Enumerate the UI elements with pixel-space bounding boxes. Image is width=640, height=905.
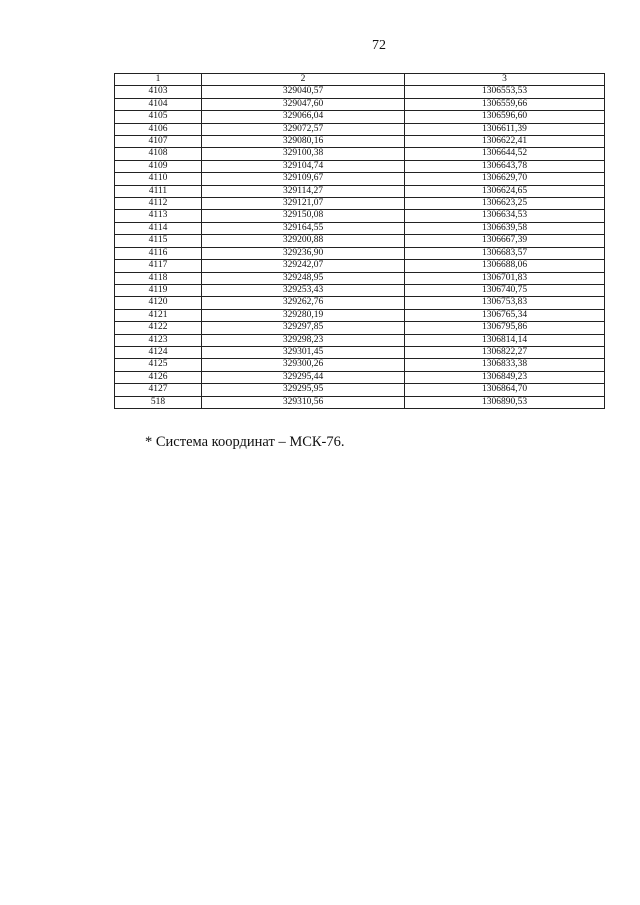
point-number-cell: 4112: [115, 198, 202, 210]
x-coordinate-cell: 329248,95: [202, 272, 405, 284]
y-coordinate-cell: 1306667,39: [405, 235, 605, 247]
table-row: [115, 185, 605, 197]
table-row: [115, 98, 605, 110]
table-row: [115, 272, 605, 284]
table-row: [115, 222, 605, 234]
x-coordinate-cell: 329150,08: [202, 210, 405, 222]
table-row: [115, 371, 605, 383]
point-number-cell: 4116: [115, 247, 202, 259]
x-coordinate-cell: 329297,85: [202, 322, 405, 334]
point-number-cell: 4117: [115, 260, 202, 272]
y-coordinate-cell: 1306643,78: [405, 160, 605, 172]
table-row: [115, 160, 605, 172]
y-coordinate-cell: 1306596,60: [405, 111, 605, 123]
y-coordinate-cell: 1306634,53: [405, 210, 605, 222]
y-coordinate-cell: 1306864,70: [405, 384, 605, 396]
column-header-y: 3: [405, 74, 605, 86]
table-row: [115, 86, 605, 98]
y-coordinate-cell: 1306622,41: [405, 136, 605, 148]
page-number: 72: [372, 38, 386, 53]
x-coordinate-cell: 329298,23: [202, 334, 405, 346]
x-coordinate-cell: 329253,43: [202, 284, 405, 296]
point-number-cell: 4122: [115, 322, 202, 334]
x-coordinate-cell: 329080,16: [202, 136, 405, 148]
table-row: [115, 334, 605, 346]
y-coordinate-cell: 1306559,66: [405, 98, 605, 110]
point-number-cell: 4123: [115, 334, 202, 346]
table-row: [115, 297, 605, 309]
coordinate-system-footnote: * Система координат – МСК-76.: [145, 434, 345, 450]
y-coordinate-cell: 1306795,86: [405, 322, 605, 334]
point-number-cell: 4107: [115, 136, 202, 148]
y-coordinate-cell: 1306683,57: [405, 247, 605, 259]
point-number-cell: 4124: [115, 346, 202, 358]
x-coordinate-cell: 329295,44: [202, 371, 405, 383]
table-row: [115, 359, 605, 371]
x-coordinate-cell: 329047,60: [202, 98, 405, 110]
table-row: [115, 346, 605, 358]
x-coordinate-cell: 329242,07: [202, 260, 405, 272]
table-row: [115, 173, 605, 185]
point-number-cell: 4126: [115, 371, 202, 383]
y-coordinate-cell: 1306740,75: [405, 284, 605, 296]
point-number-cell: 518: [115, 396, 202, 408]
point-number-cell: 4110: [115, 173, 202, 185]
y-coordinate-cell: 1306623,25: [405, 198, 605, 210]
point-number-cell: 4127: [115, 384, 202, 396]
table-body: [115, 86, 605, 409]
x-coordinate-cell: 329200,88: [202, 235, 405, 247]
y-coordinate-cell: 1306753,83: [405, 297, 605, 309]
y-coordinate-cell: 1306553,53: [405, 86, 605, 98]
y-coordinate-cell: 1306629,70: [405, 173, 605, 185]
table-row: [115, 260, 605, 272]
y-coordinate-cell: 1306701,83: [405, 272, 605, 284]
y-coordinate-cell: 1306644,52: [405, 148, 605, 160]
y-coordinate-cell: 1306822,27: [405, 346, 605, 358]
point-number-cell: 4113: [115, 210, 202, 222]
x-coordinate-cell: 329280,19: [202, 309, 405, 321]
point-number-cell: 4121: [115, 309, 202, 321]
table-row: [115, 396, 605, 408]
table-row: [115, 384, 605, 396]
column-header-point: 1: [115, 74, 202, 86]
table-row: [115, 136, 605, 148]
y-coordinate-cell: 1306639,58: [405, 222, 605, 234]
y-coordinate-cell: 1306611,39: [405, 123, 605, 135]
point-number-cell: 4118: [115, 272, 202, 284]
x-coordinate-cell: 329295,95: [202, 384, 405, 396]
table-row: [115, 235, 605, 247]
point-number-cell: 4119: [115, 284, 202, 296]
table-row: [115, 247, 605, 259]
table-row: [115, 198, 605, 210]
x-coordinate-cell: 329100,38: [202, 148, 405, 160]
point-number-cell: 4103: [115, 86, 202, 98]
x-coordinate-cell: 329300,26: [202, 359, 405, 371]
point-number-cell: 4120: [115, 297, 202, 309]
table-row: [115, 309, 605, 321]
coordinates-table-container: [114, 73, 604, 409]
column-header-x: 2: [202, 74, 405, 86]
x-coordinate-cell: 329164,55: [202, 222, 405, 234]
point-number-cell: 4109: [115, 160, 202, 172]
x-coordinate-cell: 329109,67: [202, 173, 405, 185]
point-number-cell: 4105: [115, 111, 202, 123]
table-header-row: [115, 74, 605, 86]
y-coordinate-cell: 1306814,14: [405, 334, 605, 346]
table-row: [115, 322, 605, 334]
point-number-cell: 4108: [115, 148, 202, 160]
y-coordinate-cell: 1306890,53: [405, 396, 605, 408]
table-row: [115, 284, 605, 296]
y-coordinate-cell: 1306849,23: [405, 371, 605, 383]
x-coordinate-cell: 329262,76: [202, 297, 405, 309]
x-coordinate-cell: 329310,56: [202, 396, 405, 408]
coordinates-table: [114, 73, 605, 409]
x-coordinate-cell: 329236,90: [202, 247, 405, 259]
point-number-cell: 4106: [115, 123, 202, 135]
point-number-cell: 4115: [115, 235, 202, 247]
x-coordinate-cell: 329072,57: [202, 123, 405, 135]
x-coordinate-cell: 329104,74: [202, 160, 405, 172]
y-coordinate-cell: 1306833,38: [405, 359, 605, 371]
point-number-cell: 4104: [115, 98, 202, 110]
x-coordinate-cell: 329121,07: [202, 198, 405, 210]
x-coordinate-cell: 329066,04: [202, 111, 405, 123]
y-coordinate-cell: 1306688,06: [405, 260, 605, 272]
y-coordinate-cell: 1306624,65: [405, 185, 605, 197]
table-row: [115, 210, 605, 222]
y-coordinate-cell: 1306765,34: [405, 309, 605, 321]
table-row: [115, 148, 605, 160]
point-number-cell: 4125: [115, 359, 202, 371]
table-row: [115, 123, 605, 135]
x-coordinate-cell: 329114,27: [202, 185, 405, 197]
x-coordinate-cell: 329040,57: [202, 86, 405, 98]
point-number-cell: 4111: [115, 185, 202, 197]
point-number-cell: 4114: [115, 222, 202, 234]
x-coordinate-cell: 329301,45: [202, 346, 405, 358]
table-row: [115, 111, 605, 123]
